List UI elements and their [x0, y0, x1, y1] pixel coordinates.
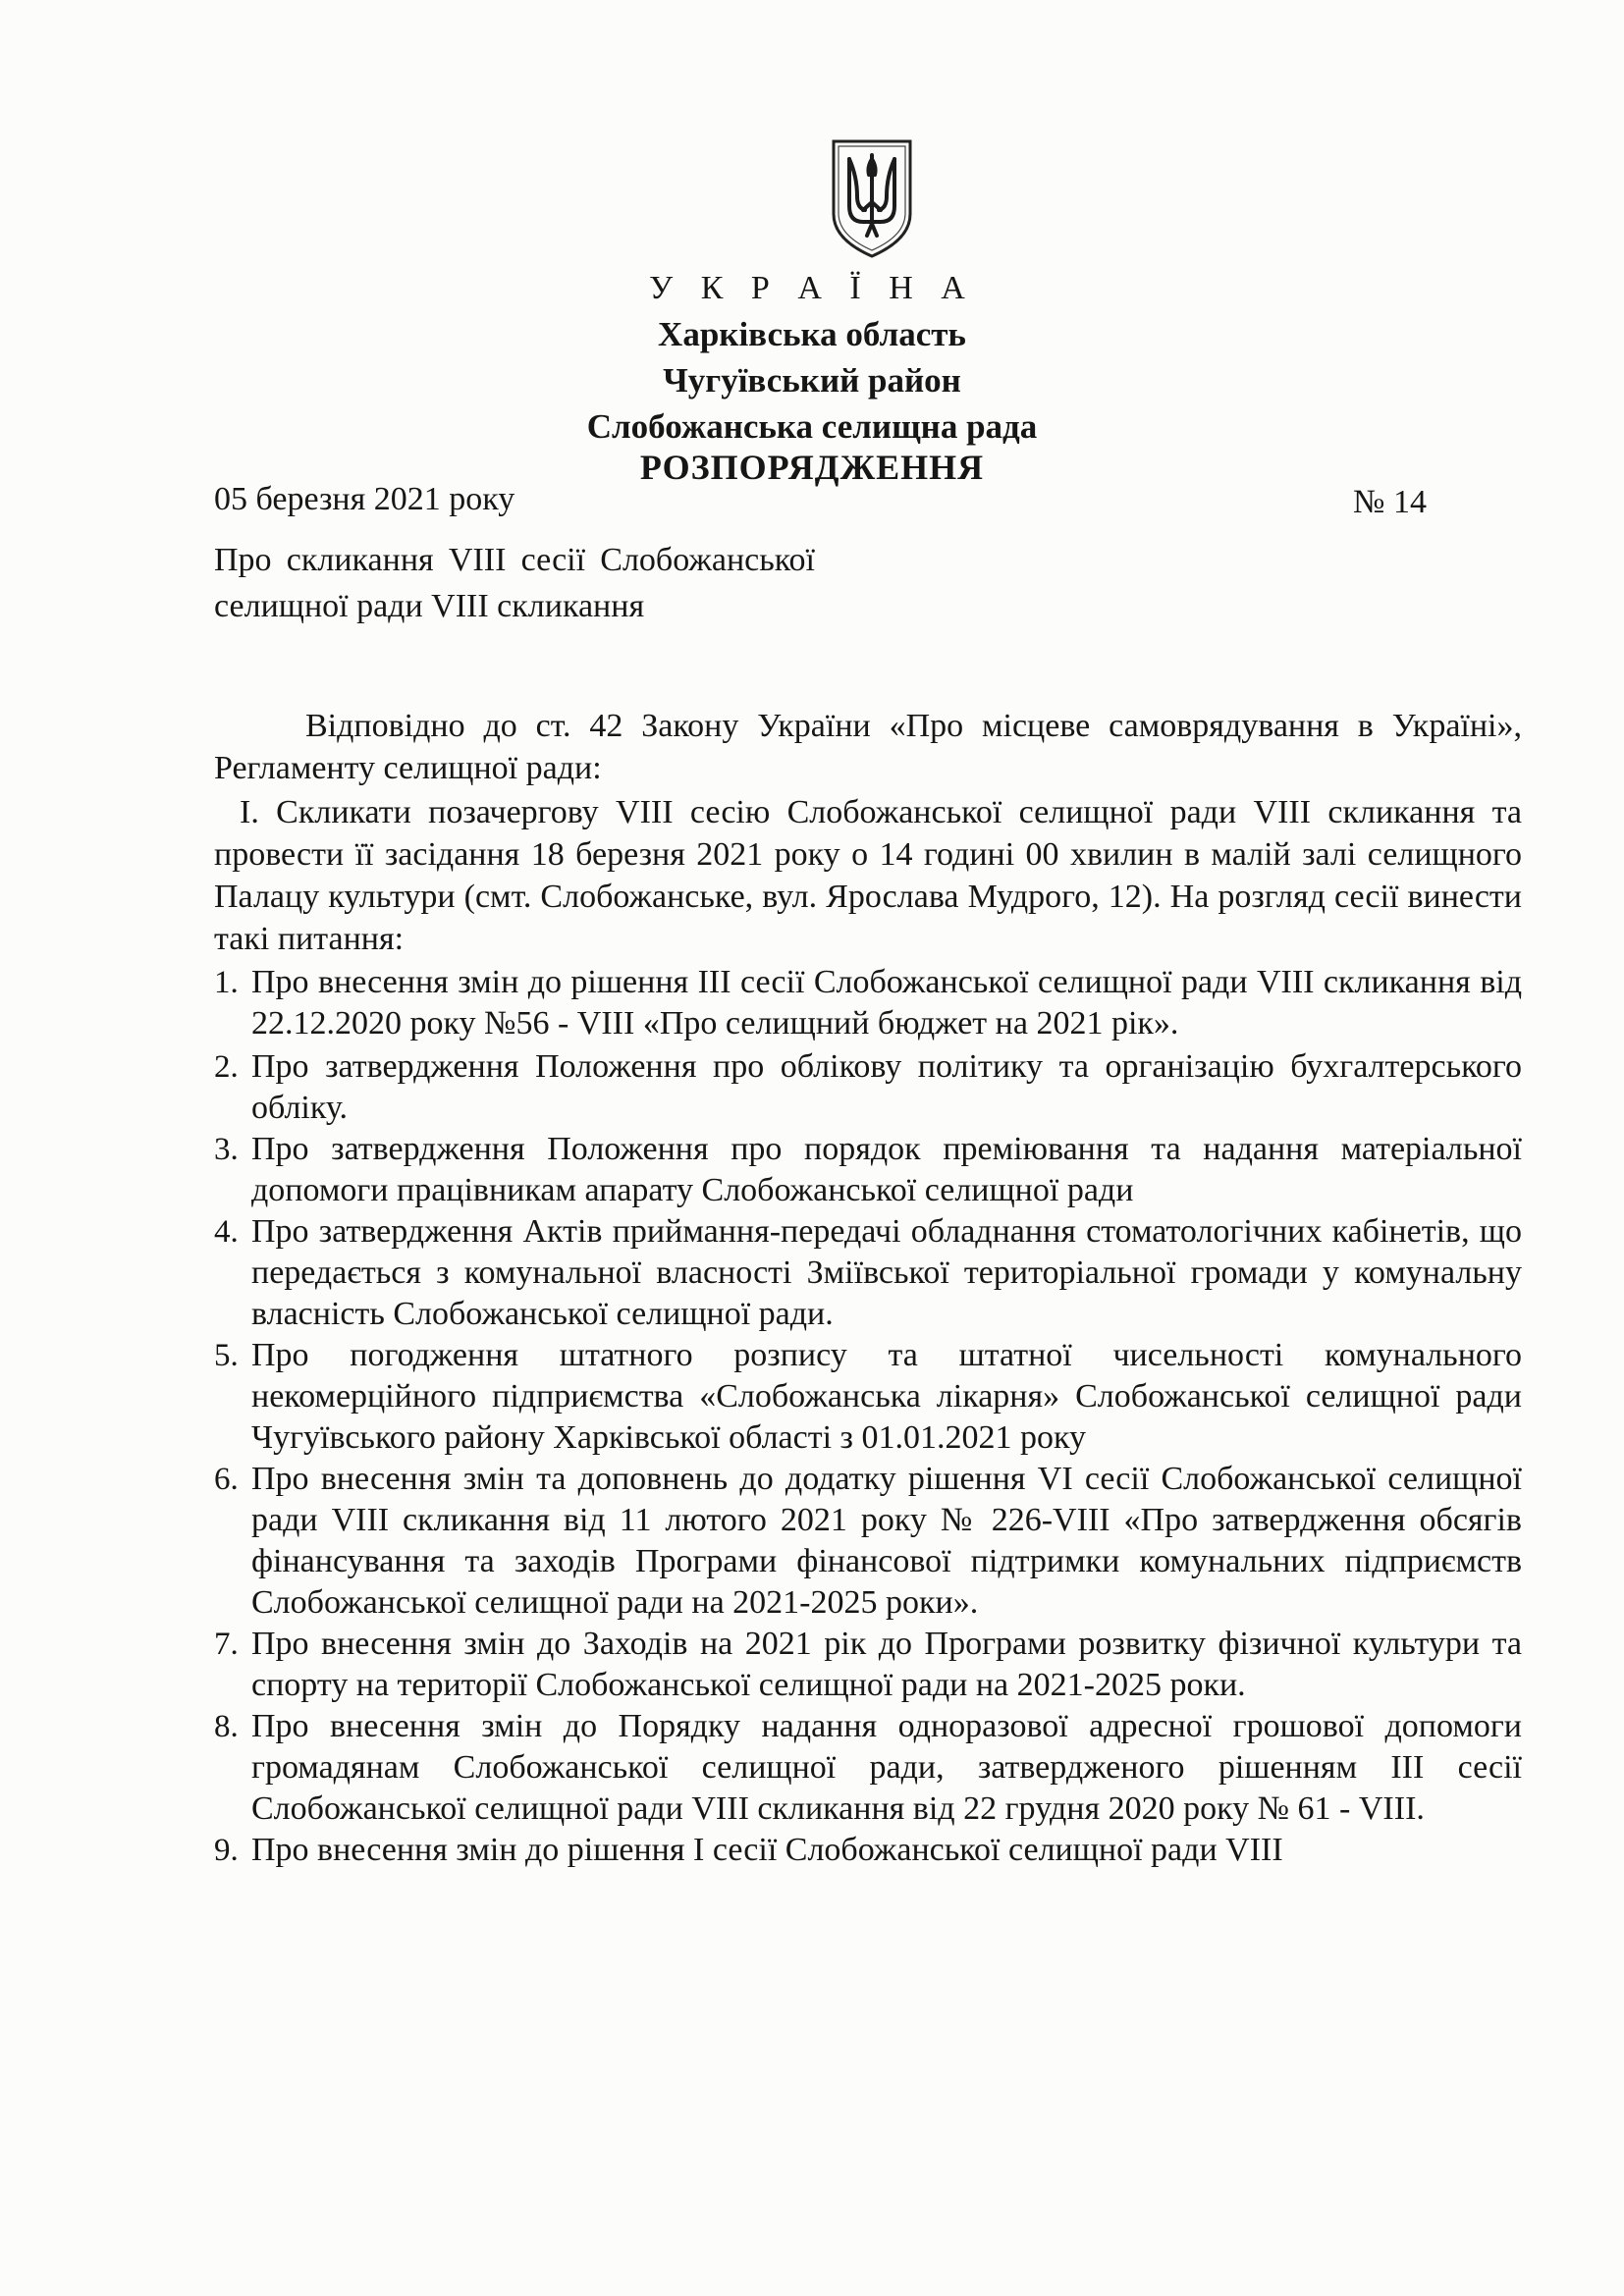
agenda-item-text: Про внесення змін до рішення І сесії Слобожанської селищної ради VIII: [251, 1832, 1283, 1868]
agenda-item-text: Про затвердження Актів приймання-передачі обладнання стоматологічних кабінетів, що передається з комунальної власності Зміївської територіальної громади у комунальну власність Слобожанської селищної ради.: [251, 1213, 1522, 1332]
agenda-item-text: Про затвердження Положення про порядок преміювання та надання матеріальної допомоги працівникам апарату Слобожанської селищної ради: [251, 1131, 1522, 1208]
agenda-item: [214, 1211, 1522, 1335]
document-number: № 14: [1353, 484, 1427, 520]
agenda-item: [214, 1706, 1522, 1830]
agenda-item-text: Про внесення змін та доповнень до додатку рішення VI сесії Слобожанської селищної ради VIII скликання від 11 лютого 2021 року № 226-VIII «Про затвердження обсягів фінансування та заходів Програми фінансової підтримки комунальних підприємств Слобожанської селищної ради на 2021-2025 роки».: [251, 1461, 1522, 1621]
agenda-item-text: Про затвердження Положення про облікову політику та організацію бухгалтерського обліку.: [251, 1048, 1522, 1126]
preamble-paragraph: Відповідно до ст. 42 Закону України «Про місцеве самоврядування в Україні», Регламенту селищної ради:: [214, 708, 1522, 786]
agenda-item-number: 2.: [214, 1049, 239, 1085]
coat-of-arms-trident-icon: [828, 137, 916, 260]
agenda-item-number: 4.: [214, 1214, 239, 1250]
agenda-item: [214, 1335, 1522, 1459]
region-name: Харківська область: [658, 315, 966, 353]
document-date: 05 березня 2021 року: [214, 481, 515, 517]
agenda-list: [214, 962, 1522, 1871]
agenda-item-number: 5.: [214, 1338, 239, 1373]
agenda-item-number: 1.: [214, 965, 239, 1000]
agenda-item-number: 9.: [214, 1833, 239, 1868]
country-name: У К Р А Ї Н А: [649, 270, 975, 306]
clause-one-paragraph: І. Скликати позачергову VIII сесію Слобожанської селищної ради VIII скликання та провести її засідання 18 березня 2021 року о 14 годині 00 хвилин в малій залі селищного Палацу культури (смт. Слобожанське, вул. Ярослава Мудрого, 12). На розгляд сесії винести такі питання:: [214, 794, 1522, 957]
agenda-item-text: Про внесення змін до Порядку надання одноразової адресної грошової допомоги громадянам Слобожанської селищної ради, затвердженого рішенням ІІІ сесії Слобожанської селищної ради VIII скликання від 22 грудня 2020 року № 61 - VIII.: [251, 1708, 1522, 1827]
agenda-item: [214, 1459, 1522, 1624]
agenda-item-number: 6.: [214, 1462, 239, 1497]
agenda-item: [214, 1129, 1522, 1211]
agenda-item: [214, 962, 1522, 1044]
agenda-item: [214, 1624, 1522, 1706]
agenda-item-text: Про внесення змін до Заходів на 2021 рік до Програми розвитку фізичної культури та спорту на території Слобожанської селищної ради на 2021-2025 роки.: [251, 1626, 1522, 1703]
agenda-item-number: 8.: [214, 1709, 239, 1744]
agenda-item-number: 3.: [214, 1132, 239, 1167]
agenda-item-number: 7.: [214, 1627, 239, 1662]
agenda-item: [214, 1046, 1522, 1129]
agenda-item-text: Про внесення змін до рішення ІІІ сесії Слобожанської селищної ради VIII скликання від 22.12.2020 року №56 - VIII «Про селищний бюджет на 2021 рік».: [251, 964, 1522, 1041]
agenda-item-text: Про погодження штатного розпису та штатної чисельності комунального некомерційного підприємства «Слобожанська лікарня» Слобожанської селищної ради Чугуївського району Харківської області з 01.01.2021 року: [251, 1337, 1522, 1456]
document-type-title: РОЗПОРЯДЖЕННЯ: [639, 448, 985, 487]
district-name: Чугуївський район: [663, 361, 961, 400]
agenda-item: [214, 1830, 1522, 1871]
council-name: Слобожанська селищна рада: [586, 407, 1038, 446]
document-subject: Про скликання VIII сесії Слобожанської селищної ради VIII скликання: [214, 542, 815, 624]
